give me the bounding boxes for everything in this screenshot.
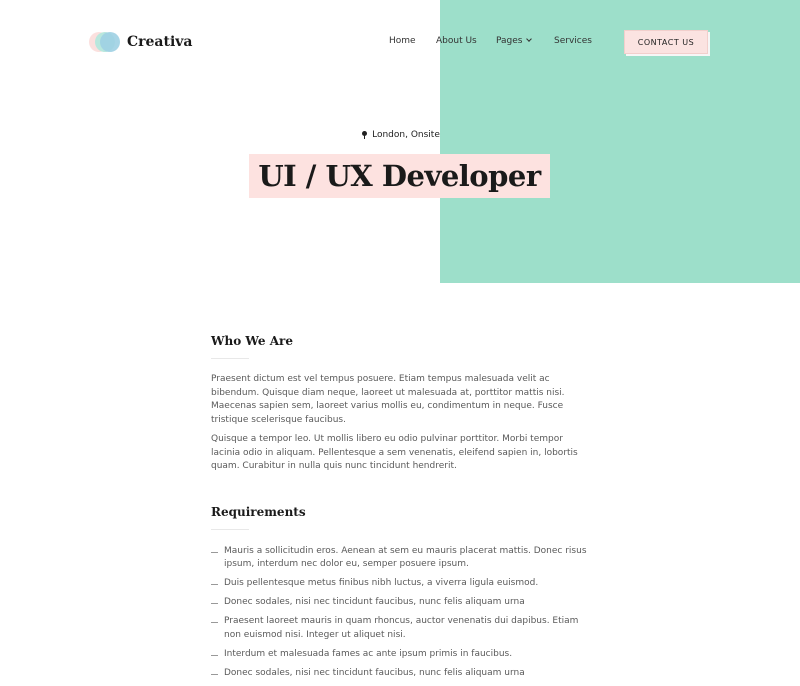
list-item: Donec sodales, nisi nec tincidunt faucibus, nunc felis aliquam urna bbox=[211, 667, 591, 681]
page-title-highlight bbox=[249, 154, 550, 198]
heading-divider bbox=[211, 358, 249, 359]
list-item: Mauris a sollicitudin eros. Aenean at sem eu mauris placerat mattis. Donec risus ipsum, interdum nec dolor eu, semper posuere ipsum. bbox=[211, 545, 591, 572]
nav-item-about-us[interactable]: About Us bbox=[436, 36, 477, 46]
section-heading-requirements: Requirements bbox=[211, 504, 306, 519]
list-item: Duis pellentesque metus finibus nibh luctus, a viverra ligula euismod. bbox=[211, 577, 591, 591]
heading-divider bbox=[211, 529, 249, 530]
logo-text: Creativa bbox=[127, 34, 193, 50]
job-location bbox=[0, 130, 800, 140]
job-location-text: London, Onsite bbox=[372, 130, 440, 140]
nav-item-pages[interactable] bbox=[496, 36, 531, 46]
location-pin-icon bbox=[362, 131, 367, 136]
requirements-list bbox=[211, 545, 591, 681]
job-description bbox=[211, 334, 591, 686]
list-item: Donec sodales, nisi nec tincidunt faucibus, nunc felis aliquam urna bbox=[211, 596, 591, 610]
nav-item-services[interactable]: Services bbox=[554, 36, 592, 46]
page-title: UI / UX Developer bbox=[258, 159, 541, 193]
nav-item-pages-label: Pages bbox=[496, 36, 523, 46]
contact-us-button[interactable]: CONTACT US bbox=[624, 30, 708, 54]
who-paragraph-1: Praesent dictum est vel tempus posuere. Etiam tempus malesuada velit ac bibendum. Quisque diam neque, laoreet ut malesuada at, porttitor mattis nisi. Maecenas sapien sem, laoreet varius mollis eu, condimentum in neque. Fusce tristique scelerisque faucibus. bbox=[211, 374, 565, 425]
list-item: Praesent laoreet mauris in quam rhoncus, auctor venenatis dui dapibus. Etiam non euismod nisi. Integer ut aliquet nisi. bbox=[211, 615, 591, 642]
section-heading-who-we-are: Who We Are bbox=[211, 334, 293, 348]
nav-item-home[interactable]: Home bbox=[389, 36, 416, 46]
chevron-down-icon bbox=[527, 36, 533, 42]
who-paragraph-2: Quisque a tempor leo. Ut mollis libero eu odio pulvinar porttitor. Morbi tempor lacinia odio in aliquam. Pellentesque a sem venenatis, eleifend sapien in, lobortis quam. Curabitur in nulla quis nunc tincidunt hendrerit. bbox=[211, 434, 578, 471]
list-item: Interdum et malesuada fames ac ante ipsum primis in faucibus. bbox=[211, 648, 591, 662]
